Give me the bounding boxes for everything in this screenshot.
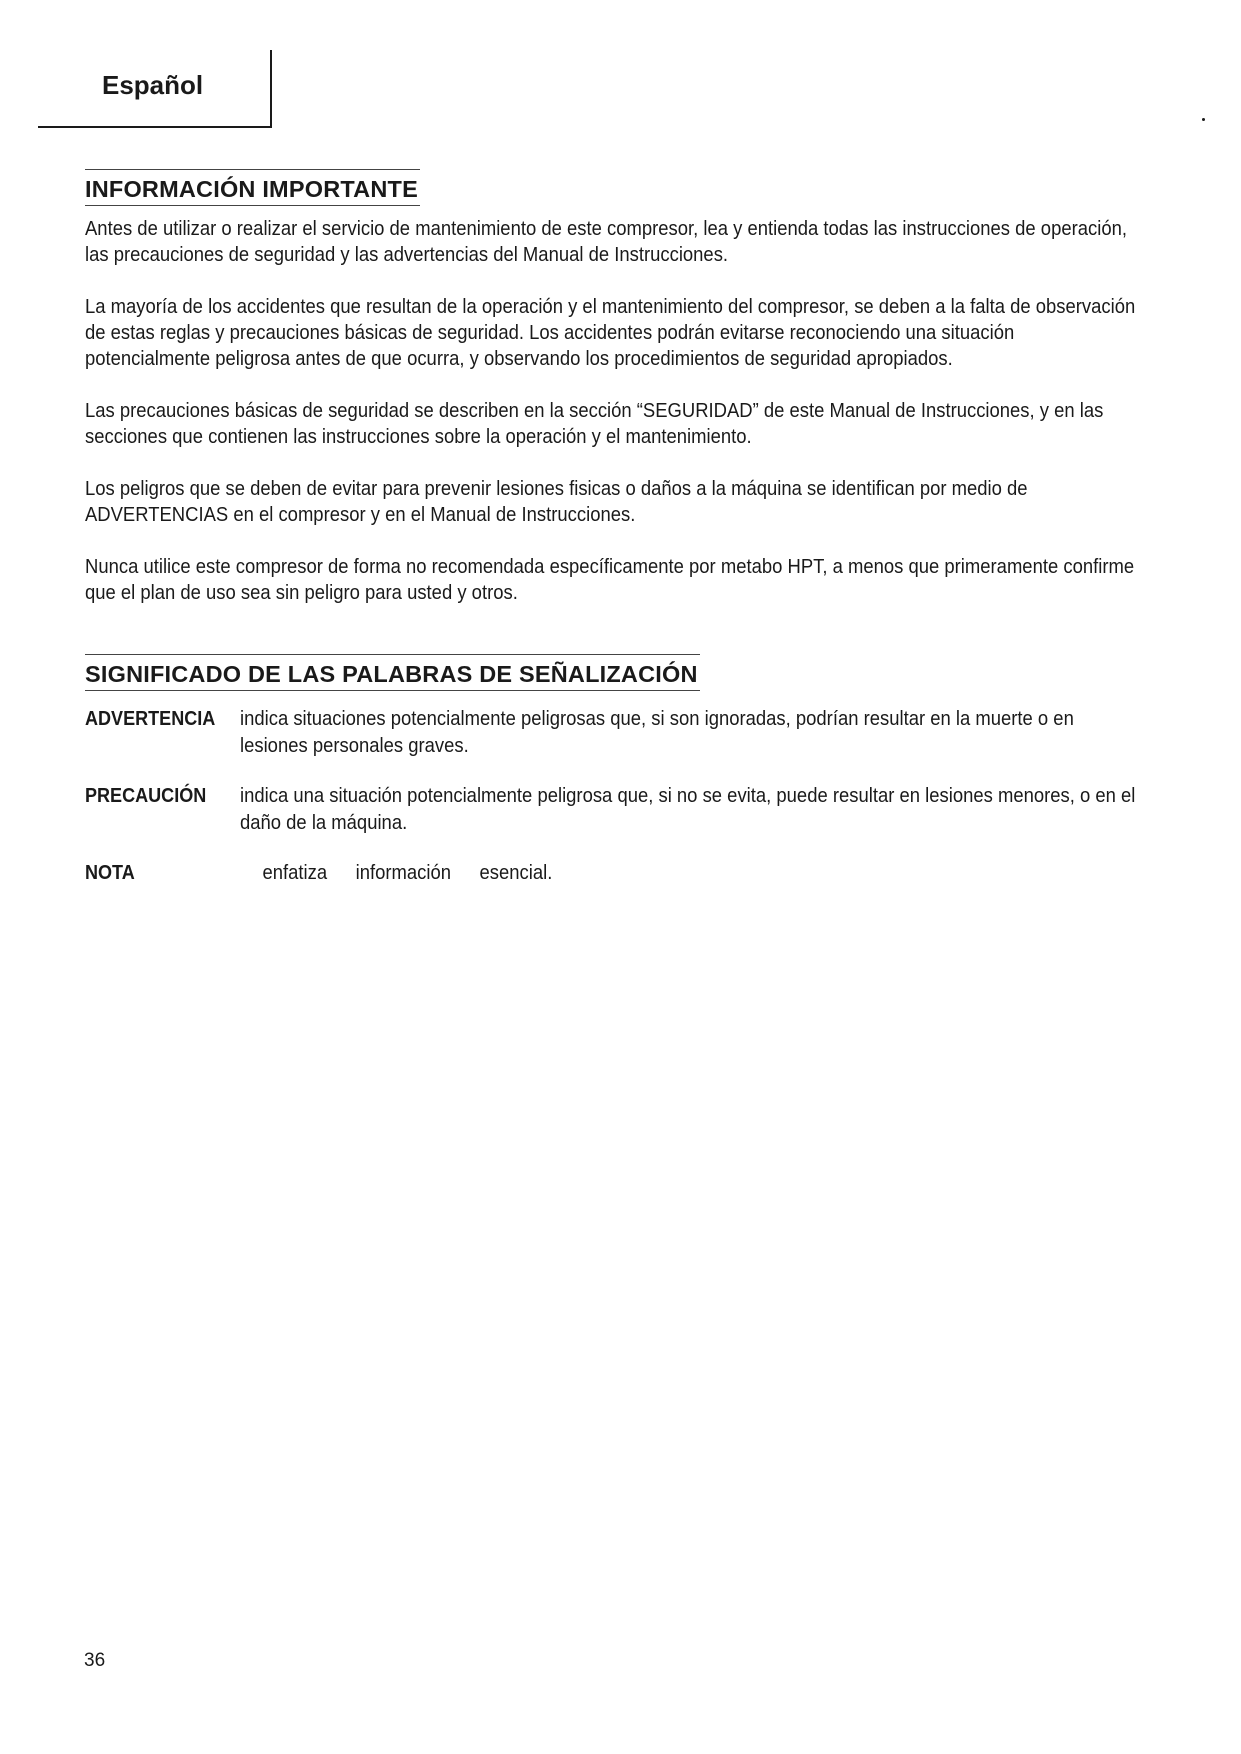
- decorative-dot: [1202, 118, 1205, 121]
- definition-row-nota: [85, 859, 1145, 886]
- paragraph: Los peligros que se deben de evitar para prevenir lesiones fisicas o daños a la máquina se identifican por medio de ADVERTENCIAS en el compresor y en el Manual de Instrucciones.: [85, 477, 1028, 526]
- definition-row-advertencia: [85, 705, 1145, 759]
- section-title-signal-words: SIGNIFICADO DE LAS PALABRAS DE SEÑALIZACIÓN: [85, 654, 700, 691]
- definition-term: NOTA: [85, 861, 135, 884]
- section-title-important-info: INFORMACIÓN IMPORTANTE: [85, 169, 420, 206]
- signal-word-definitions: [85, 705, 1145, 909]
- definition-row-precaucion: [85, 782, 1145, 836]
- definition-term: ADVERTENCIA: [85, 707, 216, 730]
- definition-term: PRECAUCIÓN: [85, 784, 207, 807]
- paragraph: Las precauciones básicas de seguridad se describen en la sección “SEGURIDAD” de este Manual de Instrucciones, y en las secciones que contienen las instrucciones sobre la operación y el mantenimiento.: [85, 399, 1104, 448]
- paragraph: Nunca utilice este compresor de forma no recomendada específicamente por metabo HPT, a menos que primeramente confirme que el plan de uso sea sin peligro para usted y otros.: [85, 555, 1135, 604]
- definition-description: enfatiza información esencial.: [262, 861, 553, 884]
- definition-description: indica una situación potencialmente peligrosa que, si no se evita, puede resultar en lesiones menores, o en el daño de la máquina.: [240, 784, 1136, 834]
- definition-description: indica situaciones potencialmente peligrosas que, si son ignoradas, podrían resultar en la muerte o en lesiones personales graves.: [240, 707, 1074, 757]
- language-tab: [38, 50, 272, 128]
- important-info-body: [85, 216, 1136, 632]
- language-label: Español: [102, 70, 204, 100]
- paragraph: Antes de utilizar o realizar el servicio de mantenimiento de este compresor, lea y entienda todas las instrucciones de operación, las precauciones de seguridad y las advertencias del Manual de Instrucciones.: [85, 217, 1127, 266]
- page-number: 36: [84, 1650, 106, 1671]
- paragraph: La mayoría de los accidentes que resultan de la operación y el mantenimiento del compresor, se deben a la falta de observación de estas reglas y precauciones básicas de seguridad. Los accidentes podrán evitarse reconociendo una situación potencialmente peligrosa antes de que ocurra, y observando los procedimientos de seguridad apropiados.: [85, 295, 1136, 370]
